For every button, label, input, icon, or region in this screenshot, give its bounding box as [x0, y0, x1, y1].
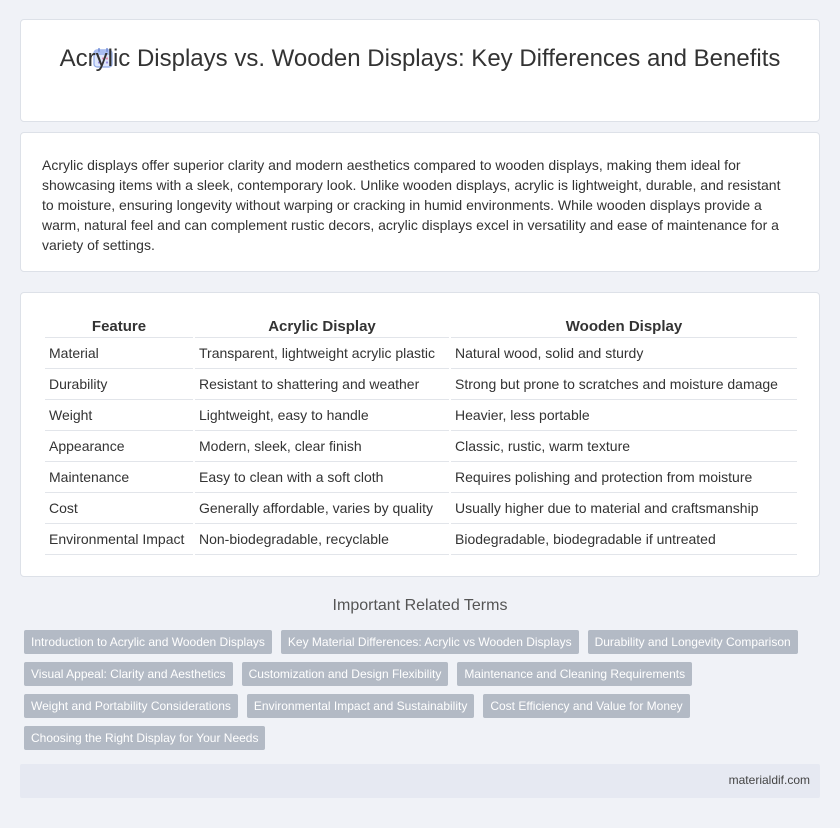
- header-wooden: Wooden Display: [451, 316, 797, 338]
- table-cell: Resistant to shattering and weather: [195, 369, 449, 400]
- tag-row: [24, 694, 804, 718]
- table-row: [45, 369, 797, 400]
- table-cell: Non-biodegradable, recyclable: [195, 524, 449, 555]
- related-term-tag[interactable]: Maintenance and Cleaning Requirements: [457, 662, 692, 686]
- table-cell: Biodegradable, biodegradable if untreated: [451, 524, 797, 555]
- table-cell: Strong but prone to scratches and moisture damage: [451, 369, 797, 400]
- tag-row: [24, 630, 804, 654]
- intro-paragraph: Acrylic displays offer superior clarity and modern aesthetics compared to wooden displays, making them ideal for showcasing items with a sleek, contemporary look. Unlike wooden displays, acrylic is lightweight, durable, and resistant to moisture, ensuring longevity without warping or cracking in humid environments. While wooden displays provide a warm, natural feel and can complement rustic decors, acrylic displays excel in versatility and ease of maintenance for a variety of settings.: [42, 157, 781, 253]
- related-term-tag[interactable]: Durability and Longevity Comparison: [588, 630, 798, 654]
- related-term-tag[interactable]: Introduction to Acrylic and Wooden Displays: [24, 630, 272, 654]
- table-cell: Weight: [45, 400, 193, 431]
- table-cell: Modern, sleek, clear finish: [195, 431, 449, 462]
- table-row: [45, 462, 797, 493]
- related-term-tag[interactable]: Key Material Differences: Acrylic vs Wooden Displays: [281, 630, 579, 654]
- table-cell: Classic, rustic, warm texture: [451, 431, 797, 462]
- header-feature: Feature: [45, 316, 193, 338]
- comparison-card: [20, 292, 820, 577]
- table-cell: Durability: [45, 369, 193, 400]
- related-terms-title: Important Related Terms: [332, 597, 508, 614]
- related-term-tag[interactable]: Choosing the Right Display for Your Needs: [24, 726, 265, 750]
- table-row: [45, 493, 797, 524]
- table-cell: Cost: [45, 493, 193, 524]
- page-title-text: Acrylic Displays vs. Wooden Displays: Key Differences and Benefits: [59, 45, 781, 72]
- table-row: [45, 431, 797, 462]
- table-cell: Lightweight, easy to handle: [195, 400, 449, 431]
- tag-row: [24, 662, 804, 686]
- footer: [20, 764, 820, 798]
- table-cell: Natural wood, solid and sturdy: [451, 338, 797, 369]
- table-row: [45, 400, 797, 431]
- related-term-tag[interactable]: Cost Efficiency and Value for Money: [483, 694, 689, 718]
- page-title: [21, 44, 819, 73]
- related-terms-list: [24, 630, 804, 758]
- related-term-tag[interactable]: Environmental Impact and Sustainability: [247, 694, 474, 718]
- tag-row: [24, 726, 804, 750]
- table-cell: Maintenance: [45, 462, 193, 493]
- table-cell: Environmental Impact: [45, 524, 193, 555]
- table-cell: Appearance: [45, 431, 193, 462]
- footer-site[interactable]: materialdif.com: [728, 773, 810, 787]
- table-row: [45, 338, 797, 369]
- table-cell: Requires polishing and protection from moisture: [451, 462, 797, 493]
- related-term-tag[interactable]: Weight and Portability Considerations: [24, 694, 238, 718]
- related-term-tag[interactable]: Customization and Design Flexibility: [242, 662, 449, 686]
- comparison-table: [43, 316, 799, 555]
- header-acrylic: Acrylic Display: [195, 316, 449, 338]
- related-term-tag[interactable]: Visual Appeal: Clarity and Aesthetics: [24, 662, 233, 686]
- table-cell: Transparent, lightweight acrylic plastic: [195, 338, 449, 369]
- table-cell: Usually higher due to material and craftsmanship: [451, 493, 797, 524]
- table-cell: Generally affordable, varies by quality: [195, 493, 449, 524]
- table-cell: Easy to clean with a soft cloth: [195, 462, 449, 493]
- table-row: [45, 524, 797, 555]
- table-cell: Material: [45, 338, 193, 369]
- table-header-row: [45, 316, 797, 338]
- intro-card: [20, 132, 820, 272]
- title-card: [20, 19, 820, 122]
- table-cell: Heavier, less portable: [451, 400, 797, 431]
